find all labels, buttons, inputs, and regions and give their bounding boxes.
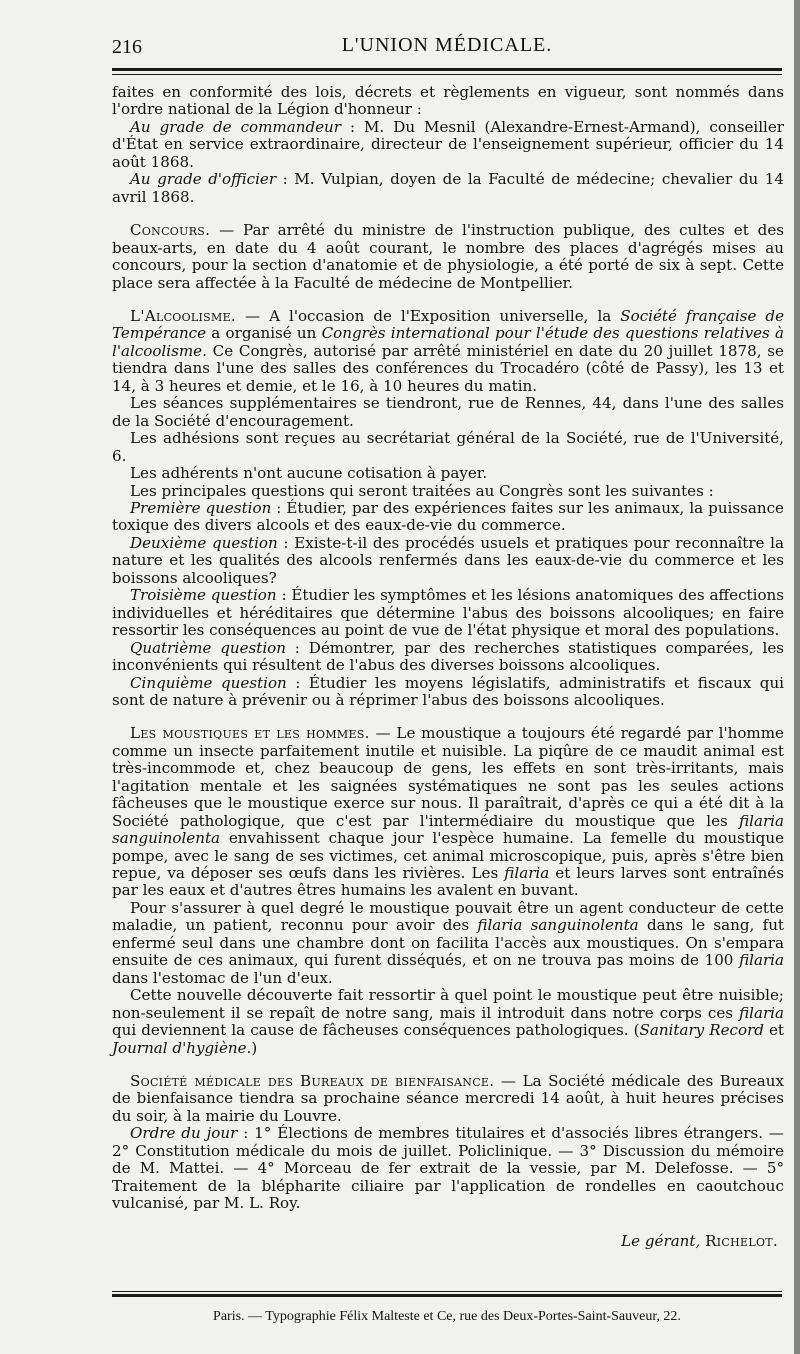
paragraph-p14 bbox=[112, 675, 784, 710]
italic-text: filaria sanguinolenta bbox=[112, 811, 784, 848]
paragraph-p13 bbox=[112, 640, 784, 675]
text-run: : M. Vulpian, doyen de la Faculté de médecine; chevalier du 14 avril 1868. bbox=[112, 170, 784, 206]
italic-text: Au grade d'officier bbox=[130, 170, 277, 189]
header-rule-thin bbox=[112, 74, 782, 75]
text-run: a organisé un bbox=[206, 324, 322, 343]
paragraph-p3 bbox=[112, 171, 784, 206]
text-run: Les adhérents n'ont aucune cotisation à payer. bbox=[130, 464, 488, 483]
section-heading: Concours. bbox=[130, 221, 211, 240]
scan-edge bbox=[794, 0, 800, 1354]
italic-text: Première question bbox=[130, 498, 272, 517]
text-run: dans l'estomac de l'un d'eux. bbox=[112, 968, 333, 987]
page-header bbox=[112, 32, 782, 62]
paragraph-p1 bbox=[112, 84, 784, 119]
italic-text: Quatrième question bbox=[130, 638, 286, 657]
article-body bbox=[112, 84, 784, 1250]
text-run: : Démontrer, par des recherches statistiques comparées, les inconvénients qui résultent de l'abus des diverses boissons alcooliques. bbox=[112, 638, 784, 675]
text-run: Les séances supplémentaires se tiendront, rue de Rennes, 44, dans l'une des salles de la Société d'encouragement. bbox=[112, 394, 784, 430]
section-heading: L'Alcoolisme. bbox=[130, 306, 237, 325]
paragraph-p12 bbox=[112, 587, 784, 639]
text-run: : M. Du Mesnil (Alexandre-Ernest-Armand), conseiller d'État en service extraordinaire, directeur de l'enseignement supérieur, officier du 14 août 1868. bbox=[112, 117, 785, 171]
section-gap bbox=[112, 206, 784, 222]
italic-text: Au grade de commandeur bbox=[130, 117, 341, 136]
text-run: — A l'occasion de l'Exposition universelle, la bbox=[236, 306, 621, 325]
paragraph-p11 bbox=[112, 535, 784, 587]
paragraph-p2 bbox=[112, 119, 784, 171]
italic-text: filaria sanguinolenta bbox=[477, 916, 639, 935]
paragraph-p10 bbox=[112, 500, 784, 535]
text-run: — La Société médicale des Bureaux de bienfaisance tiendra sa prochaine séance mercredi 14 août, à huit heures précises du soir, à la mairie du Louvre. bbox=[112, 1072, 784, 1125]
text-run: qui deviennent la cause de fâcheuses conséquences pathologiques. ( bbox=[112, 1021, 640, 1040]
paragraph-p8 bbox=[112, 465, 784, 482]
italic-text: Troisième question bbox=[130, 586, 277, 605]
italic-text: Société française de Tempérance bbox=[112, 306, 785, 343]
running-title: L'UNION MÉDICALE. bbox=[341, 34, 553, 56]
paragraph-p15 bbox=[112, 725, 784, 900]
section-heading: Société médicale des Bureaux de bienfaisance. bbox=[130, 1072, 495, 1091]
paragraph-p5 bbox=[112, 308, 784, 395]
paragraph-p4 bbox=[112, 222, 784, 292]
printer-imprint: Paris. — Typographie Félix Malteste et Ce, rue des Deux-Portes-Saint-Sauveur, 22. bbox=[213, 1309, 681, 1324]
text-run: et bbox=[763, 1021, 784, 1040]
page-number: 216 bbox=[112, 36, 142, 58]
header-rule bbox=[112, 68, 782, 71]
text-run: Pour s'assurer à quel degré le moustique pouvait être un agent conducteur de cette maladie, un patient, reconnu pour avoir des bbox=[112, 898, 784, 935]
text-run: : Existe-t-il des procédés usuels et pratiques pour reconnaître la nature et les qualités des alcools renfermés dans les eaux-de-vie du commerce et les boissons alcooliques? bbox=[112, 533, 784, 587]
text-run: : Étudier les symptômes et les lésions anatomiques des affections individuelles et héréditaires que détermine l'abus des boissons alcooliques; en faire ressortir les conséquences au point de vue de l'état physique et moral des populations. bbox=[112, 586, 784, 640]
signature bbox=[112, 1233, 784, 1250]
signature-name: Richelot. bbox=[705, 1231, 778, 1250]
paragraph-p16 bbox=[112, 900, 784, 987]
paragraph-p18 bbox=[112, 1073, 784, 1125]
italic-text: Deuxième question bbox=[130, 533, 278, 552]
section-gap bbox=[112, 709, 784, 725]
italic-text: filaria bbox=[739, 1003, 784, 1022]
section-heading: Les moustiques et les hommes. bbox=[130, 724, 370, 743]
text-run: : 1° Élections de membres titulaires et d'associés libres étrangers. — 2° Constitution médicale du mois de juillet. Policlinique. — 3° Discussion du mémoire de M. Mattei. — 4° Morceau de fer extrait de la vessie, par M. Delefosse. — 5° Traitement de la blépharite ciliaire par l'application de rondelles en caoutchouc vulcanisé, par M. L. Roy. bbox=[112, 1124, 784, 1213]
signature-label: Le gérant, bbox=[621, 1231, 701, 1250]
text-run: Ce Congrès, autorisé par arrêté ministériel en date du 20 juillet 1878, se tiendra dans l'une des salles des conférences du Trocadéro (côté de Passy), les 13 et 14, à 3 heures et demie, et le 16, à 10 heures du matin. bbox=[112, 341, 784, 395]
paragraph-p9 bbox=[112, 483, 784, 500]
text-run: faites en conformité des lois, décrets et règlements en vigueur, sont nommés dans l'ordre national de la Légion d'honneur : bbox=[112, 83, 784, 119]
text-run: et leurs larves sont entraînés par les eaux et d'autres êtres humains les avalent en buvant. bbox=[112, 864, 784, 900]
text-run: Les principales questions qui seront traitées au Congrès sont les suivantes : bbox=[130, 481, 714, 500]
paragraph-p6 bbox=[112, 395, 784, 430]
section-gap bbox=[112, 1057, 784, 1073]
text-run: dans le sang, fut enfermé seul dans une chambre dont on facilita l'accès aux moustiques. On s'empara ensuite de ces animaux, qui furent disséqués, et on ne trouva pas moins de 100 bbox=[112, 916, 784, 970]
italic-text: Congrès international pour l'étude des questions relatives à l'alcoolisme. bbox=[112, 324, 785, 360]
paragraph-p19 bbox=[112, 1125, 784, 1212]
footer-rule bbox=[112, 1294, 782, 1297]
section-gap bbox=[112, 292, 784, 308]
italic-text: Sanitary Record bbox=[639, 1021, 764, 1040]
text-run: : Étudier, par des expériences faites sur les animaux, la puissance toxique des divers alcools et des eaux-de-vie du commerce. bbox=[112, 498, 784, 535]
paragraph-p17 bbox=[112, 987, 784, 1057]
text-run: — Le moustique a toujours été regardé par l'homme comme un insecte parfaitement inutile et nuisible. La piqûre de ce maudit animal est très-incommode et, chez beaucoup de gens, les effets en sont très-irritants, mais l'agitation mentale et les saignées systématiques ne sont pas les seules actions fâcheuses que le moustique exerce sur nous. Il paraîtrait, d'après ce qui a été dit à la Société pathologique, que c'est par l'intermédiaire du moustique que les bbox=[112, 724, 784, 830]
paragraph-p7 bbox=[112, 430, 784, 465]
italic-text: filaria bbox=[739, 951, 784, 970]
text-run: envahissent chaque jour l'espèce humaine. La femelle du moustique pompe, avec le sang de ses victimes, cet animal microscopique, puis, après s'être bien repue, va déposer ses œufs dans les rivières. Les bbox=[112, 829, 784, 883]
text-run: : Étudier les moyens législatifs, administratifs et fiscaux qui sont de nature à prévenir ou à réprimer l'abus des boissons alcooliques. bbox=[112, 673, 784, 709]
footer-rule-thin bbox=[112, 1291, 782, 1292]
italic-text: filaria bbox=[504, 864, 550, 883]
italic-text: Cinquième question bbox=[130, 673, 287, 692]
italic-text: Ordre du jour bbox=[130, 1124, 238, 1143]
text-run: — Par arrêté du ministre de l'instruction publique, des cultes et des beaux-arts, en date du 4 août courant, le nombre des places d'agrégés mises au concours, pour la section d'anatomie et de physiologie, a été porté de six à sept. Cette place sera affectée à la Faculté de médecine de Montpellier. bbox=[112, 221, 784, 292]
italic-text: Journal d'hygiène. bbox=[112, 1038, 252, 1057]
text-run: ) bbox=[251, 1038, 258, 1057]
text-run: Les adhésions sont reçues au secrétariat général de la Société, rue de l'Université, 6. bbox=[112, 429, 784, 465]
text-run: Cette nouvelle découverte fait ressortir à quel point le moustique peut être nuisible; non-seulement il se repaît de notre sang, mais il introduit dans notre corps ces bbox=[112, 986, 784, 1022]
